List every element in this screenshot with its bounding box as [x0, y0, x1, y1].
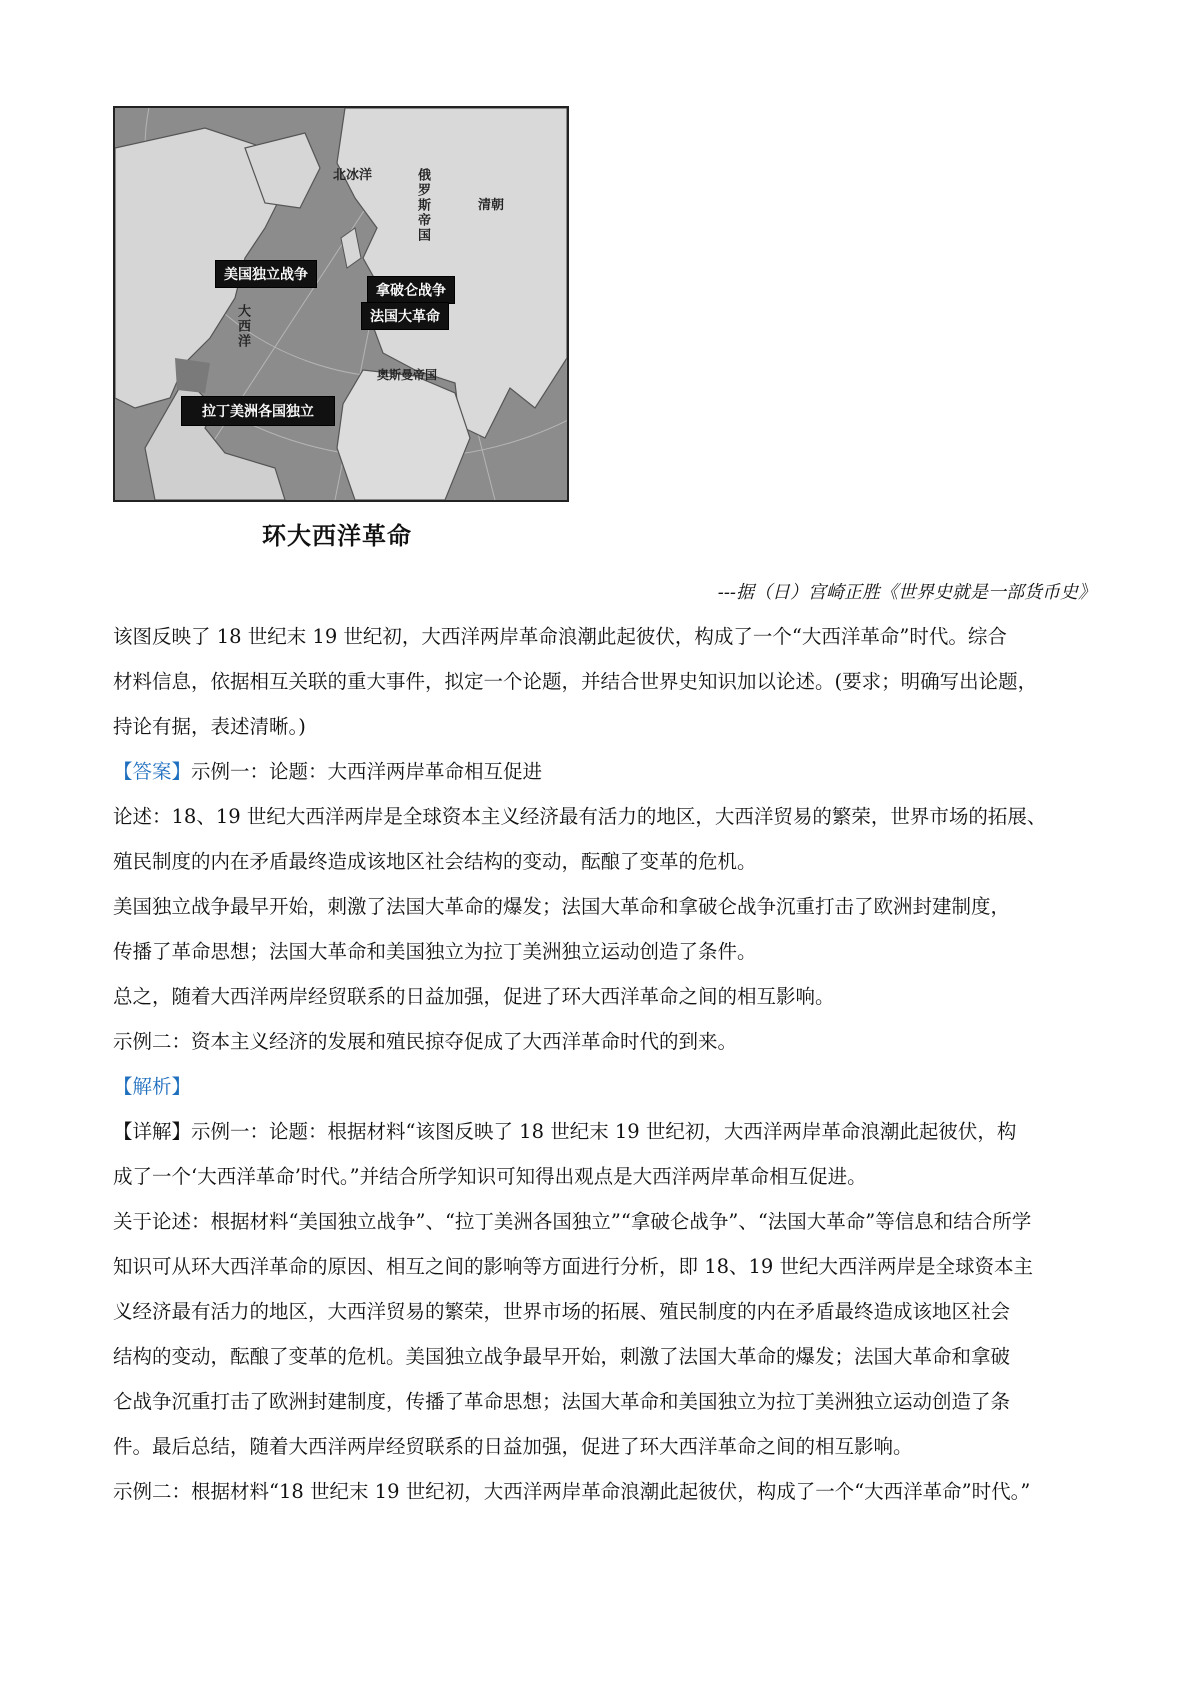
map-caption: 环大西洋革命 — [262, 522, 412, 550]
question-line: 材料信息，依据相互关联的重大事件，拟定一个论题，并结合世界史知识加以论述。(要求；明确写出论题， — [113, 670, 1038, 693]
american-war-label: 美国独立战争 — [215, 260, 317, 288]
analysis-line — [113, 1109, 1100, 1154]
ottoman-label: 奥斯曼帝国 — [377, 368, 438, 382]
analysis-line: 知识可从环大西洋革命的原因、相互之间的影响等方面进行分析，即 18、19 世纪大西洋两岸是全球资本主 — [113, 1255, 1034, 1278]
analysis-line: 关于论述：根据材料“美国独立战争”、“拉丁美洲各国独立”“拿破仑战争”、“法国大革命”等信息和结合所学 — [113, 1210, 1032, 1233]
french-revolution-label: 法国大革命 — [361, 302, 449, 330]
answer-line: 示例二：资本主义经济的发展和殖民掠夺促成了大西洋革命时代的到来。 — [113, 1030, 738, 1053]
analysis-line: 结构的变动，酝酿了变革的危机。美国独立战争最早开始，刺激了法国大革命的爆发；法国大革命和拿破 — [113, 1345, 1011, 1368]
analysis-tag: 【解析】 — [113, 1075, 192, 1098]
answer-line: 美国独立战争最早开始，刺激了法国大革命的爆发；法国大革命和拿破仑战争沉重打击了欧洲封建制度， — [113, 895, 1011, 918]
analysis-line: 示例二：根据材料“18 世纪末 19 世纪初，大西洋两岸革命浪潮此起彼伏，构成了一个“大西洋革命”时代。” — [113, 1480, 1031, 1503]
analysis-text: 示例一：论题：根据材料“该图反映了 18 世纪末 19 世纪初，大西洋两岸革命浪潮此起彼伏，构 — [191, 1120, 1017, 1143]
latin-america-label: 拉丁美洲各国独立 — [181, 396, 335, 426]
question-line: 持论有据，表述清晰。) — [113, 715, 306, 738]
answer-section — [113, 749, 1100, 1514]
answer-line: 论述：18、19 世纪大西洋两岸是全球资本主义经济最有活力的地区，大西洋贸易的繁荣，世界市场的拓展、 — [113, 805, 1047, 828]
analysis-line: 义经济最有活力的地区，大西洋贸易的繁荣，世界市场的拓展、殖民制度的内在矛盾最终造成该地区社会 — [113, 1300, 1011, 1323]
source-citation: ---据（日）宫崎正胜《世界史就是一部货币史》 — [717, 582, 1096, 603]
russia-label: 俄罗斯帝国 — [415, 168, 430, 243]
answer-tag: 【答案】 — [113, 760, 192, 783]
analysis-line: 件。最后总结，随着大西洋两岸经贸联系的日益加强，促进了环大西洋革命之间的相互影响。 — [113, 1435, 913, 1458]
napoleon-war-label: 拿破仑战争 — [367, 276, 455, 304]
atlantic-revolution-map — [113, 106, 569, 502]
answer-line: 总之，随着大西洋两岸经贸联系的日益加强，促进了环大西洋革命之间的相互影响。 — [113, 985, 835, 1008]
qing-label: 清朝 — [478, 198, 505, 213]
example1-title: 示例一：论题：大西洋两岸革命相互促进 — [191, 760, 543, 783]
question-text — [113, 614, 1100, 749]
analysis-heading — [113, 1064, 1100, 1109]
analysis-line: 成了一个‘大西洋革命’时代。”并结合所学知识可知得出观点是大西洋两岸革命相互促进。 — [113, 1165, 867, 1188]
answer-heading — [113, 749, 1100, 794]
arctic-label: 北冰洋 — [333, 168, 373, 183]
analysis-line: 仑战争沉重打击了欧洲封建制度，传播了革命思想；法国大革命和美国独立为拉丁美洲独立运动创造了条 — [113, 1390, 1011, 1413]
detail-tag: 【详解】 — [113, 1120, 192, 1143]
question-line: 该图反映了 18 世纪末 19 世纪初，大西洋两岸革命浪潮此起彼伏，构成了一个“大西洋革命”时代。综合 — [113, 625, 1007, 648]
answer-line: 殖民制度的内在矛盾最终造成该地区社会结构的变动，酝酿了变革的危机。 — [113, 850, 757, 873]
answer-line: 传播了革命思想；法国大革命和美国独立为拉丁美洲独立运动创造了条件。 — [113, 940, 757, 963]
atlantic-label: 大西洋 — [235, 304, 250, 349]
